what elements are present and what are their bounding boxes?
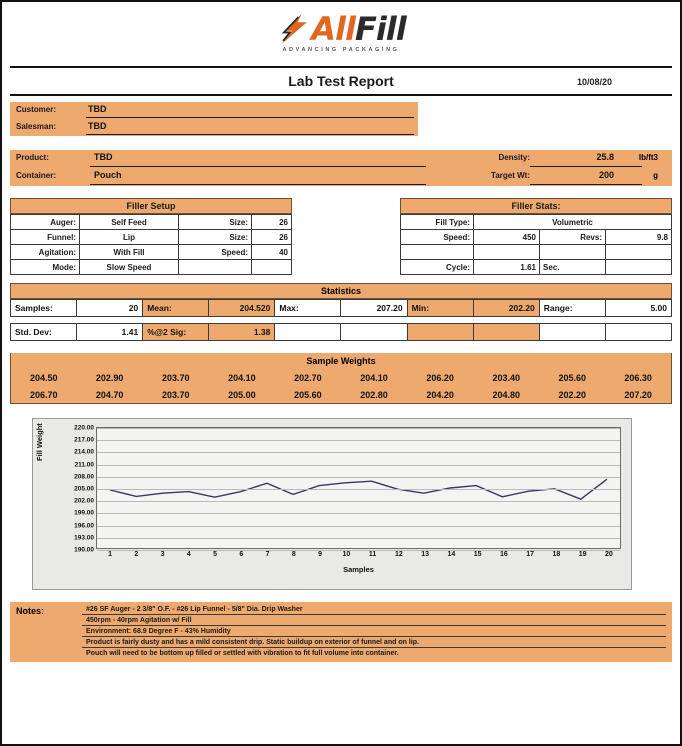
chart-x-tick-label: 16 [499,551,508,558]
density-unit: lb/ft3 [638,153,658,162]
notes-label: Notes: [16,606,45,616]
chart-x-tick-label: 15 [473,551,482,558]
max-value: 207.20 [341,300,407,317]
density-underline [530,166,642,167]
setup-and-stats [10,198,672,275]
notes-block [10,602,672,662]
revs-label: Revs: [540,230,606,245]
table-row [401,215,672,230]
sample-weight-cell: 203.40 [473,369,539,386]
cycle-value[interactable]: 1.61 [474,260,540,275]
filler-stats-table [400,214,672,275]
table-row [11,324,672,341]
revs-value[interactable]: 9.8 [606,230,672,245]
filler-setup-title: Filler Setup [10,198,292,214]
note-line: 450rpm - 40rpm Agitation w/ Fill [82,615,666,626]
speed-value[interactable]: 450 [474,230,540,245]
note-line: Environment: 68.9 Degree F - 43% Humidity [82,626,666,637]
stats-blank-cell [540,245,606,260]
sample-weight-cell: 202.20 [539,386,605,404]
density-value[interactable]: 25.8 [596,152,614,162]
sample-weight-cell: 202.80 [341,386,407,404]
chart-x-tick-label: 14 [447,551,456,558]
stats-blank-cell [474,245,540,260]
setup-blank-cell [179,260,252,275]
sample-weight-cell: 202.70 [275,369,341,386]
range-label: Range: [539,300,605,317]
stats-blank-cell [275,324,341,341]
customer-value[interactable]: TBD [88,104,107,114]
filler-stats-title: Filler Stats: [400,198,672,214]
stats-blank-cell [407,324,473,341]
chart-gridline [97,428,620,429]
chart-x-tick-label: 6 [239,551,244,558]
sample-weight-cell: 204.10 [341,369,407,386]
chart-x-tick-label: 3 [160,551,165,558]
filler-setup-panel [10,198,292,275]
chart-gridline [97,477,620,478]
container-row [10,168,672,186]
logo-text-all: All [311,10,355,48]
funnel-size-label: Size: [179,230,252,245]
product-underline [90,166,426,167]
chart-y-axis-label: Fill Weight [35,423,44,461]
sample-weight-cell: 205.00 [209,386,275,404]
stats-blank-cell [341,324,407,341]
salesman-value[interactable]: TBD [88,121,107,131]
chart-gridline [97,452,620,453]
chart-y-tick-label: 214.00 [74,448,94,456]
container-underline [90,184,426,185]
notes-lines [82,604,666,658]
stats-blank-cell [401,245,474,260]
statistics-table-secondary [10,323,672,341]
chart-y-tick-label: 208.00 [74,473,94,481]
agitation-value[interactable]: With Fill [80,245,179,260]
chart-y-tick-label: 205.00 [74,485,94,493]
stddev-label: Std. Dev: [11,324,77,341]
chart-line-series [97,428,620,548]
sample-weight-cell: 206.30 [605,369,671,386]
note-line: Product is fairly dusty and has a mild consistent drip. Static buildup on exterior of funnel and on lip. [82,637,666,648]
chart-gridline [97,465,620,466]
chart-gridline [97,526,620,527]
sample-weight-cell: 204.70 [77,386,143,404]
chart-y-tick-label: 217.00 [74,436,94,444]
sample-weight-cell: 205.60 [539,369,605,386]
chart-gridline [97,440,620,441]
target-weight-underline [530,184,642,185]
sample-weight-cell: 204.10 [209,369,275,386]
chart-x-tick-label: 9 [318,551,323,558]
stddev-value: 1.41 [77,324,143,341]
chart-x-tick-label: 19 [578,551,587,558]
sample-weight-cell: 203.70 [143,386,209,404]
funnel-size-value[interactable]: 26 [252,230,292,245]
sample-weight-cell: 204.50 [11,369,77,386]
sig-value: 1.38 [209,324,275,341]
table-row [11,300,672,317]
table-row [11,386,672,404]
chart-gridline [97,489,620,490]
statistics-title: Statistics [10,283,672,299]
chart-gridline [97,501,620,502]
note-line: #26 SF Auger - 2 3/8" O.F. - #26 Lip Funnel - 5/8" Dia. Drip Washer [82,604,666,615]
agitation-label: Agitation: [11,245,80,260]
chart-y-tick-label: 220.00 [74,424,94,432]
salesman-label: Salesman: [16,122,57,131]
auger-size-value[interactable]: 26 [252,215,292,230]
filler-stats-panel [400,198,672,275]
logo-tagline: ADVANCING PACKAGING [282,47,400,53]
chart-y-tick-label: 193.00 [74,534,94,542]
samples-value: 20 [77,300,143,317]
cycle-unit: Sec. [540,260,606,275]
stats-blank-cell [606,260,672,275]
sig-label: %@2 Sig: [143,324,209,341]
filler-setup-table [10,214,292,275]
customer-underline [86,117,414,118]
chart-y-tick-label: 199.00 [74,509,94,517]
chart-x-tick-label: 1 [108,551,113,558]
stats-blank-cell [606,245,672,260]
product-value[interactable]: TBD [94,152,113,162]
note-line: Pouch will need to be bottom up filled or settled with vibration to fit full volume into container. [86,650,399,657]
agitation-speed-value[interactable]: 40 [252,245,292,260]
chart-x-tick-label: 11 [368,551,377,558]
chart-x-tick-label: 17 [526,551,535,558]
table-row [11,230,292,245]
container-label: Container: [16,171,56,180]
chart-gridline [97,513,620,514]
table-row [401,230,672,245]
chart-y-tick-label: 196.00 [74,522,94,530]
salesman-row [10,119,418,136]
table-row [11,260,292,275]
customer-block [10,102,418,136]
mean-label: Mean: [143,300,209,317]
funnel-value[interactable]: Lip [80,230,179,245]
chart-x-tick-label: 20 [604,551,613,558]
fill-type-label: Fill Type: [401,215,474,230]
cycle-label: Cycle: [401,260,474,275]
sample-weight-cell: 206.70 [11,386,77,404]
setup-blank-cell [252,260,292,275]
auger-label: Auger: [11,215,80,230]
sample-weights-title: Sample Weights [10,353,672,369]
product-block [10,150,672,186]
sample-weight-cell: 202.90 [77,369,143,386]
sample-weight-cell: 204.20 [407,386,473,404]
chart-gridline [97,538,620,539]
auger-size-label: Size: [179,215,252,230]
product-label: Product: [16,153,49,162]
speed-label: Speed: [401,230,474,245]
logo-band [10,8,672,68]
table-row [11,369,672,386]
logo-text-fill: Fill [354,10,406,48]
chart-x-tick-label: 7 [265,551,270,558]
chart-y-tick-label: 202.00 [74,497,94,505]
density-label: Density: [498,153,530,162]
funnel-label: Funnel: [11,230,80,245]
mode-label: Mode: [11,260,80,275]
chart-x-tick-label: 8 [291,551,296,558]
chart-x-tick-label: 12 [394,551,403,558]
chart-x-tick-label: 2 [134,551,139,558]
product-row [10,150,672,168]
table-row [401,260,672,275]
sample-weight-cell: 207.20 [605,386,671,404]
stats-blank-cell [539,324,605,341]
stats-blank-cell [473,324,539,341]
mode-value[interactable]: Slow Speed [80,260,179,275]
auger-value[interactable]: Self Feed [80,215,179,230]
fill-weight-chart [32,418,632,590]
mean-value: 204.520 [209,300,275,317]
title-band [10,68,672,96]
chart-y-tick-label: 190.00 [74,546,94,554]
report-date: 10/08/20 [576,77,612,87]
stats-blank-cell [605,324,671,341]
container-value[interactable]: Pouch [94,170,122,180]
target-weight-label: Target Wt: [491,171,530,180]
customer-label: Customer: [16,105,57,114]
chart-x-tick-label: 10 [342,551,351,558]
target-weight-unit: g [653,171,658,180]
company-logo [276,12,405,53]
chart-x-tick-label: 18 [552,551,561,558]
allfill-swoosh-icon [276,12,310,46]
max-label: Max: [275,300,341,317]
min-label: Min: [407,300,473,317]
chart-plot-area [74,424,621,558]
sample-weight-cell: 203.70 [143,369,209,386]
chart-x-axis-label: Samples [343,565,374,574]
chart-x-tick-label: 4 [186,551,191,558]
range-value: 5.00 [605,300,671,317]
agitation-speed-label: Speed: [179,245,252,260]
table-row [401,245,672,260]
customer-row [10,102,418,119]
salesman-underline [86,134,414,135]
table-row [11,215,292,230]
chart-x-tick-label: 5 [213,551,218,558]
table-row [11,245,292,260]
sample-weight-cell: 204.80 [473,386,539,404]
samples-label: Samples: [11,300,77,317]
min-value: 202.20 [473,300,539,317]
sample-weight-cell: 205.60 [275,386,341,404]
chart-x-tick-label: 13 [421,551,430,558]
sample-weight-cell: 206.20 [407,369,473,386]
target-weight-value[interactable]: 200 [598,170,614,180]
chart-gridline [97,550,620,551]
fill-type-value[interactable]: Volumetric [474,215,672,230]
page-title: Lab Test Report [288,73,394,89]
statistics-table [10,299,672,317]
sample-weights-table [10,369,672,404]
chart-y-tick-label: 211.00 [74,461,94,469]
